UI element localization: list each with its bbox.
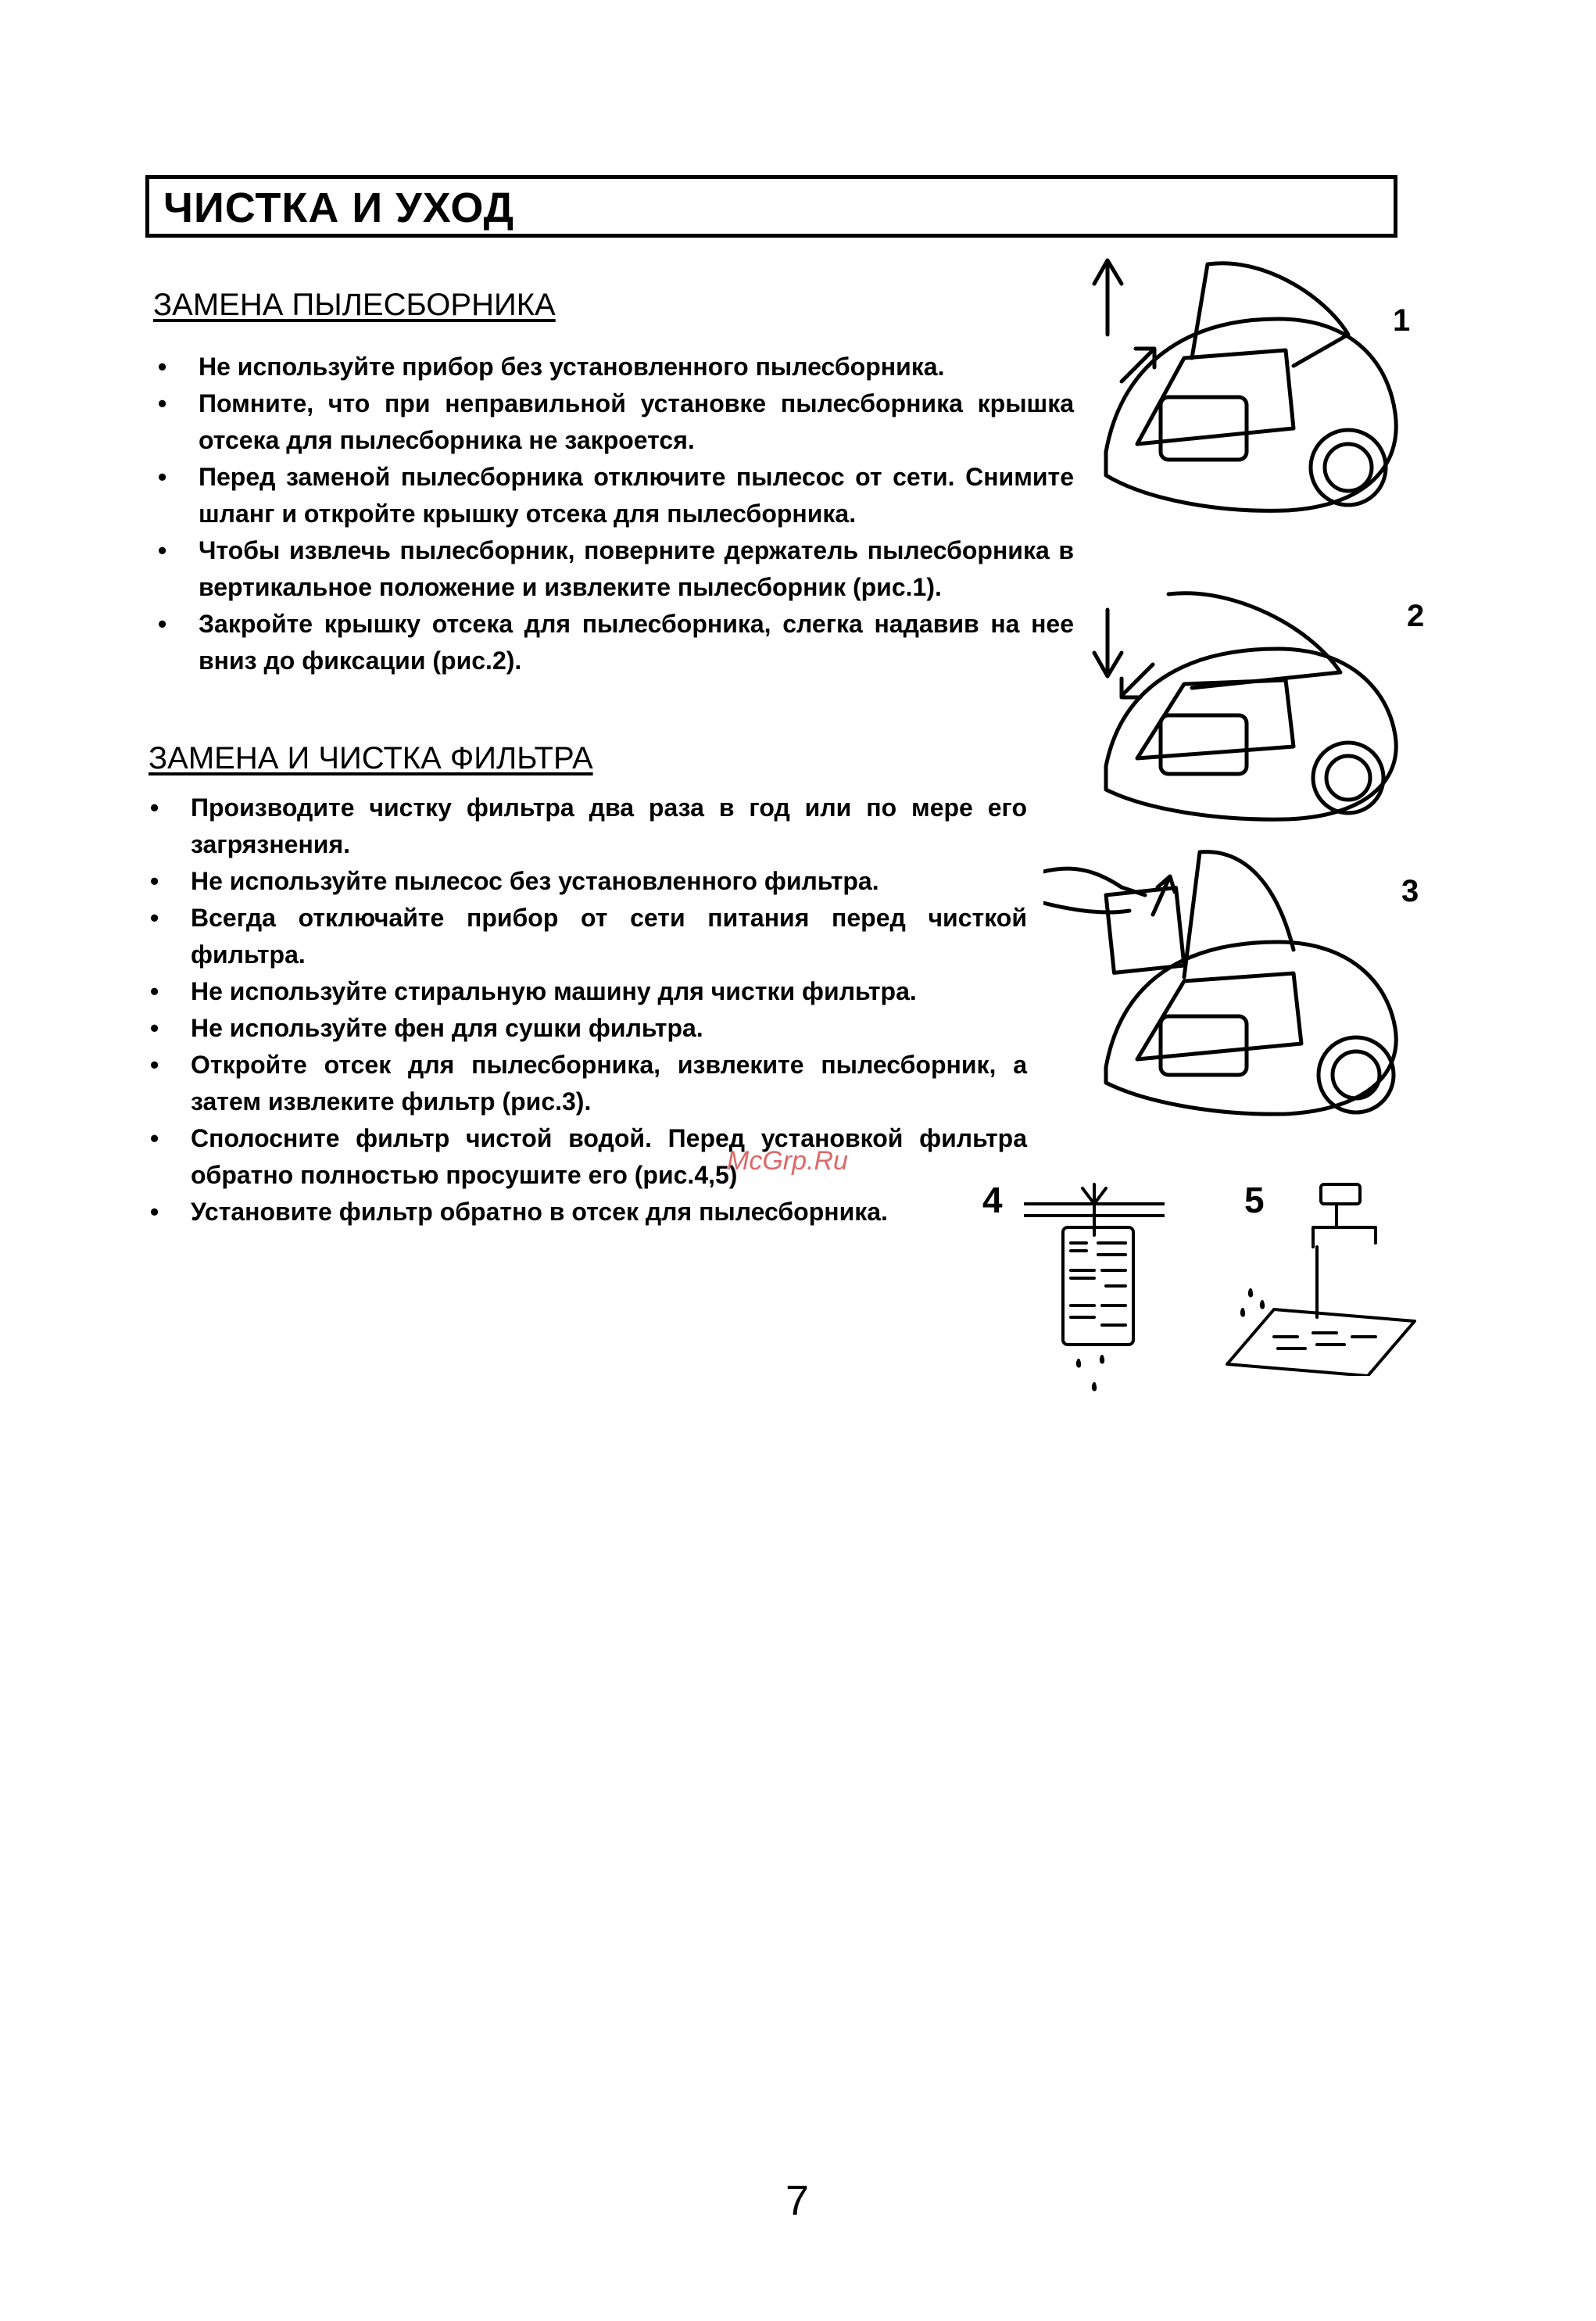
list-item: • Производите чистку фильтра два раза в год или по мере его загрязнения. — [144, 790, 1027, 863]
section2-list — [144, 790, 1027, 1230]
list-item: • Откройте отсек для пылесборника, извлеките пылесборник, а затем извлеките фильтр (рис.3). — [144, 1047, 1027, 1120]
figure-2-label: 2 — [1407, 599, 1425, 633]
watermark-text: McGrp.Ru — [727, 1146, 848, 1176]
list-item: • Не используйте фен для сушки фильтра. — [144, 1010, 1027, 1047]
section1-heading: ЗАМЕНА ПЫЛЕСБОРНИКА — [153, 288, 556, 322]
list-item: • Не используйте прибор без установленного пылесборника. — [152, 349, 1074, 385]
list-item: • Не используйте пылесос без установленного фильтра. — [144, 863, 1027, 900]
figure-1-illustration — [1090, 249, 1419, 530]
list-item: • Установите фильтр обратно в отсек для пылесборника. — [144, 1194, 1027, 1230]
figure-5-illustration — [1219, 1180, 1422, 1376]
figure-4-label: 4 — [982, 1180, 1003, 1220]
list-item: • Всегда отключайте прибор от сети питания перед чисткой фильтра. — [144, 900, 1027, 973]
list-item: • Перед заменой пылесборника отключите пылесос от сети. Снимите шланг и откройте крышку отсека для пылесборника. — [152, 459, 1074, 532]
page-title: ЧИСТКА И УХОД — [163, 184, 515, 231]
figure-3-illustration — [1043, 840, 1419, 1137]
figure-2-illustration — [1090, 571, 1419, 829]
list-item: • Чтобы извлечь пылесборник, поверните держатель пылесборника в вертикальное положение и извлеките пылесборник (рис.1). — [152, 532, 1074, 606]
figure-3-label: 3 — [1401, 874, 1419, 908]
list-item: • Закройте крышку отсека для пылесборника, слегка надавив на нее вниз до фиксации (рис.2). — [152, 606, 1074, 679]
list-item: • Сполосните фильтр чистой водой. Перед установкой фильтра обратно полностью просушите его (рис.4,5) — [144, 1120, 1027, 1194]
figure-1-label: 1 — [1393, 303, 1411, 338]
figure-5-label: 5 — [1244, 1180, 1265, 1220]
list-item: • Не используйте стиральную машину для чистки фильтра. — [144, 973, 1027, 1010]
section1-list — [152, 349, 1074, 679]
section-title-box — [145, 175, 1397, 238]
section2-heading: ЗАМЕНА И ЧИСТКА ФИЛЬТРА — [149, 741, 593, 775]
figure-4-illustration — [1024, 1180, 1165, 1415]
page-number: 7 — [785, 2177, 810, 2224]
list-item: • Помните, что при неправильной установке пылесборника крышка отсека для пылесборника не закроется. — [152, 385, 1074, 459]
